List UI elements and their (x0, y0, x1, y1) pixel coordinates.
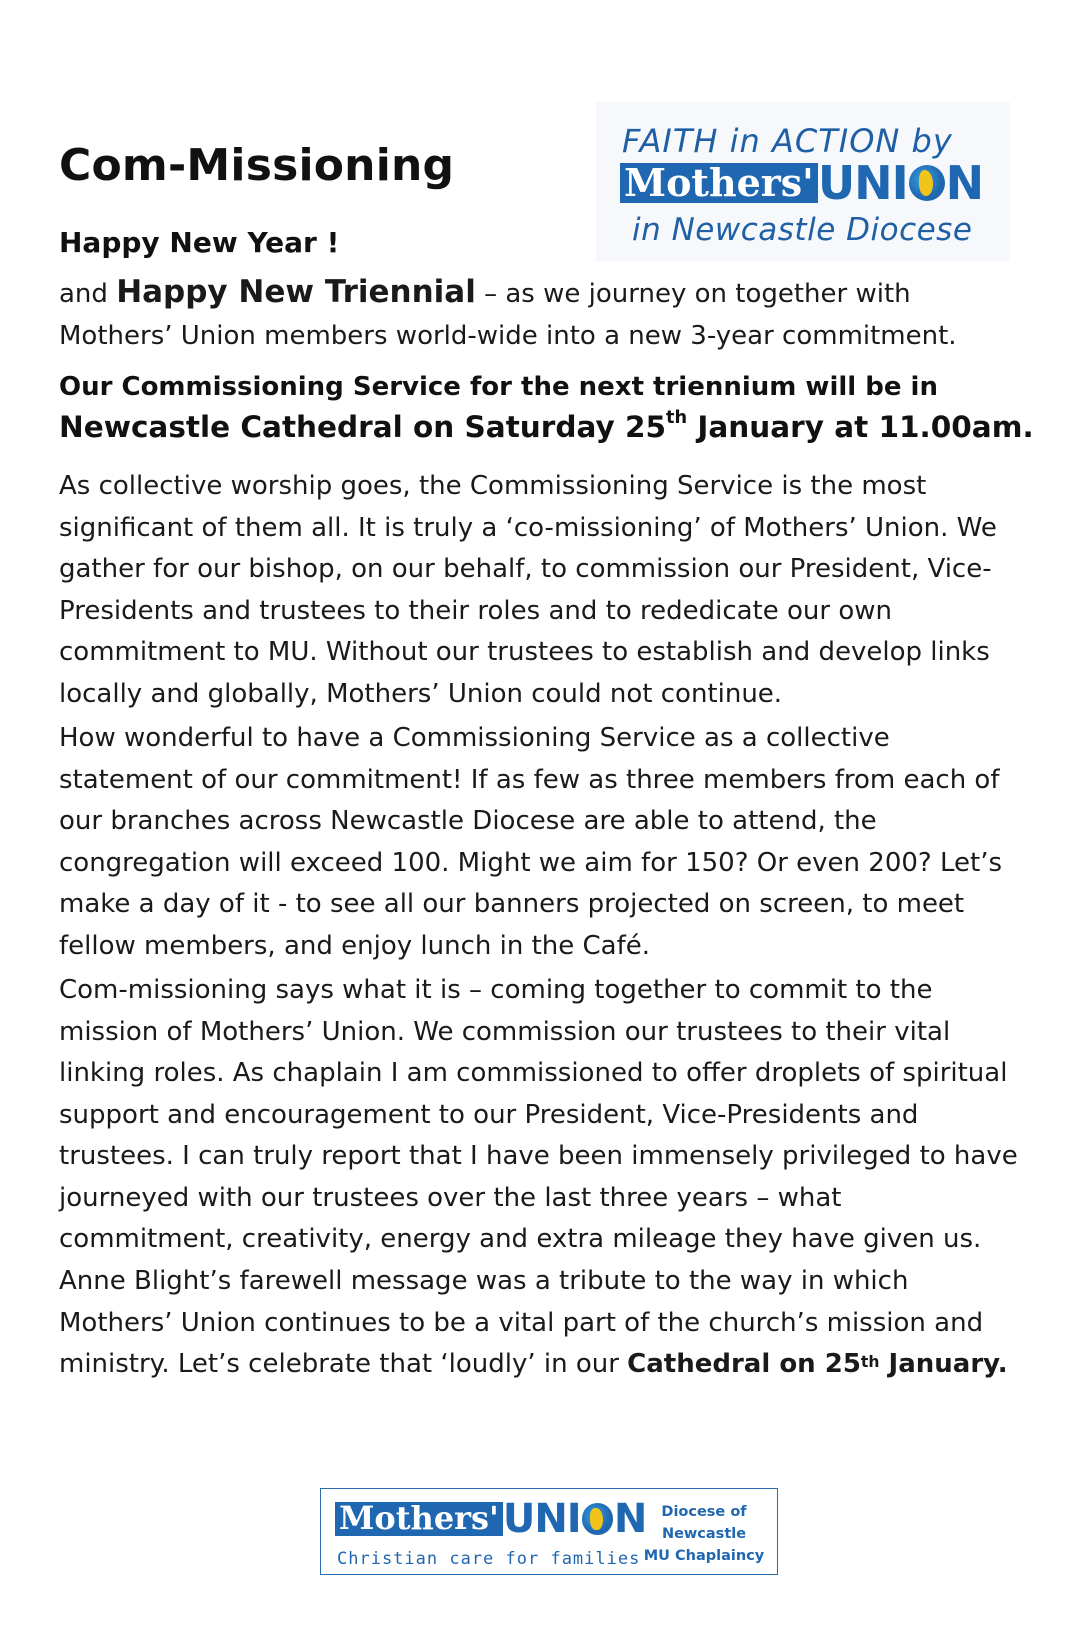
closing-emphasis-pre: Cathedral on 25 (627, 1349, 861, 1379)
logo-tagline-top: FAITH in ACTION by (622, 122, 953, 160)
globe-icon (582, 1503, 613, 1534)
diocese-line-3: MU Chaplaincy (643, 1548, 765, 1564)
intro-rest: – as we journey on together with Mothers’ Union members world-wide into a new 3-year commitment. (59, 279, 957, 351)
closing-emphasis-sup: th (860, 1353, 880, 1371)
wordmark-union-text-bottom: UNI N (502, 1496, 647, 1542)
body-paragraph-3: Com-missioning says what it is – coming together to commit to the mission of Mothers’ Union. We commission our trustees to their vital linking roles. As chaplain I am commissioned to offer droplets of spiritual support and encouragement to our President, Vice-Presidents and trustees. I can truly report that I have been immensely privileged to have journeyed with our trustees over the last three years – what commitment, creativity, energy and extra mileage they have given us. (59, 975, 1018, 1254)
wordmark-union-text: UNI N (817, 156, 984, 210)
logo-tagline-bottom: in Newcastle Diocese (632, 212, 973, 248)
wordmark-union-bottom (502, 1496, 647, 1542)
mothers-union-wordmark-bottom (335, 1496, 647, 1542)
intro-lead: and (59, 279, 117, 309)
mu-chaplaincy-logo (320, 1488, 778, 1575)
page-title: Com-Missioning (59, 140, 455, 191)
diocese-label (643, 1501, 765, 1567)
intro-paragraph (59, 272, 1019, 357)
diocese-line-1: Diocese of (661, 1504, 747, 1520)
body-paragraph-2: How wonderful to have a Commissioning Service as a collective statement of our commitment! If as few as three members from each of our branches across Newcastle Diocese are able to attend, the congregation will exceed 100. Might we aim for 150? Or even 200? Let’s make a day of it - to see all our banners projected on screen, to meet fellow members, and enjoy lunch in the Café. (59, 723, 1003, 961)
diocese-line-2: Newcastle (661, 1526, 747, 1542)
service-date-sup: th (666, 408, 688, 428)
wordmark-union (817, 156, 984, 210)
service-date-pre: Newcastle Cathedral on Saturday 25 (59, 410, 667, 444)
closing-text: Anne Blight’s farewell message was a tribute to the way in which Mothers’ Union continues to be a vital part of the church’s mission and ministry. Let’s celebrate that ‘loudly’ in our (59, 1266, 984, 1379)
closing-paragraph (59, 1261, 1019, 1386)
mothers-union-wordmark (620, 156, 984, 210)
body-paragraph-1: As collective worship goes, the Commissioning Service is the most significant of them all. It is truly a ‘co-missioning’ of Mothers’ Union. We gather for our bishop, on our behalf, to commission our President, Vice-Presidents and trustees to their roles and to rededicate our own commitment to MU. Without our trustees to establish and develop links locally and globally, Mothers’ Union could not continue. (59, 471, 997, 709)
logo-tagline: Christian care for families (337, 1549, 641, 1569)
service-date-post: January at 11.00am. (687, 410, 1034, 444)
closing-emphasis-post: January. (879, 1349, 1008, 1379)
service-line-2 (59, 410, 1049, 444)
wordmark-mothers: Mothers' (620, 163, 818, 203)
service-line-1: Our Commissioning Service for the next triennium will be in (59, 372, 938, 402)
faith-in-action-logo (596, 102, 1010, 262)
globe-icon (909, 165, 945, 201)
wordmark-mothers-bottom: Mothers' (335, 1502, 503, 1536)
intro-emphasis: Happy New Triennial (116, 274, 476, 310)
greeting-heading: Happy New Year ! (59, 226, 340, 259)
